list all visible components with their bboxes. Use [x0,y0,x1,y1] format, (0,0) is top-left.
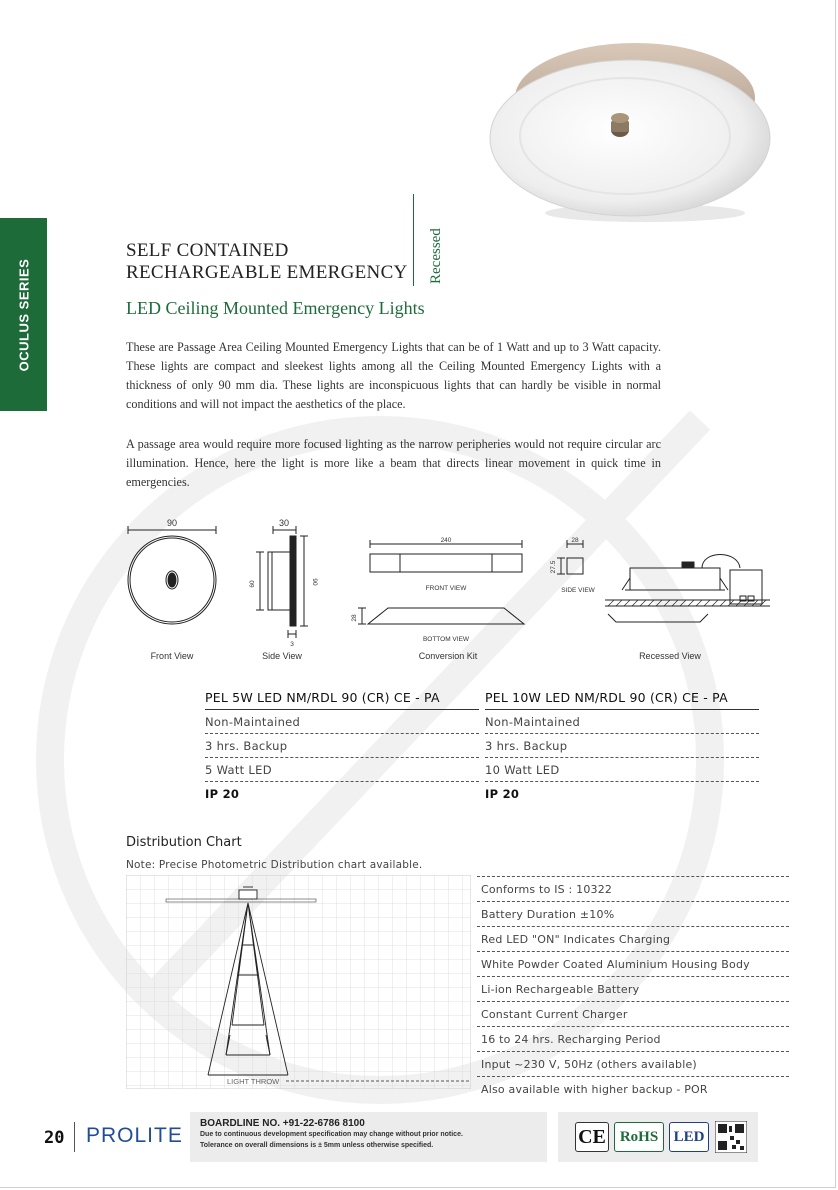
feature-item: White Powder Coated Aluminium Housing Body [477,951,789,976]
certifications-box [558,1112,758,1162]
side-view-dim-inner: 60 [249,580,256,588]
ce-mark-icon: CE [575,1122,609,1152]
feature-item: 16 to 24 hrs. Recharging Period [477,1026,789,1051]
front-view-caption: Front View [150,651,194,661]
distribution-chart [126,875,471,1089]
spec-row: 10 Watt LED [485,758,759,782]
side-view-dim-outer: 90 [311,578,318,586]
title-divider [413,194,414,286]
front-view-dim: 90 [166,518,178,528]
spec-column-10w [485,688,759,806]
series-side-tab [0,218,47,411]
spec-row: Non-Maintained [485,710,759,734]
recessed-view-caption: Recessed View [639,651,701,661]
mount-type-label: Recessed [428,228,444,284]
side-view-drawing [256,526,308,638]
brand-logo: PROLITE [86,1124,183,1147]
product-photo [480,38,780,228]
spec-row: 5 Watt LED [205,758,479,782]
recessed-view-drawing [557,540,770,622]
footer-separator [74,1122,75,1152]
feature-item: Red LED "ON" Indicates Charging [477,926,789,951]
spec-row: Non-Maintained [205,710,479,734]
series-label: OCULUS SERIES [16,258,31,371]
chart-light-throw-label: LIGHT THROW [227,1077,280,1086]
title-line-1: SELF CONTAINED [126,240,289,261]
feature-item: Input ~230 V, 50Hz (others available) [477,1051,789,1076]
footer-note-2: Tolerance on overall dimensions is ± 5mm unless otherwise specified. [200,1142,434,1149]
spec-row: IP 20 [205,787,240,801]
feature-item: Also available with higher backup - POR [477,1076,789,1101]
footer-note-1: Due to continuous development specification may change without prior notice. [200,1131,463,1138]
description-paragraph-1: These are Passage Area Ceiling Mounted Emergency Lights that can be of 1 Watt and up to 3 Watt capacity. These lights are compact and sleekest lights among all the Ceiling Mounted Emergency Lights with a thickness of only 90 mm dia. These lights are inconspicuous lights that can hardly be visible in normal conditions and will not impact the aesthetics of the place. [126,340,661,411]
recessed-view-dim-h: 27.5 [550,560,557,574]
conversion-kit-dim-length: 240 [440,537,452,544]
technical-drawings [110,514,790,674]
spec-column-5w [205,688,479,806]
spec-row: IP 20 [485,787,520,801]
conversion-kit-dim-height: 28 [351,614,358,622]
product-title [126,240,408,284]
side-view-dim-bottom: 3 [290,641,294,648]
rohs-mark-icon: RoHS [614,1122,664,1152]
footer-info-box [190,1112,547,1162]
feature-item: Battery Duration ±10% [477,901,789,926]
spec-header: PEL 5W LED NM/RDL 90 (CR) CE - PA [205,688,479,710]
recessed-view-dim-w: 28 [571,537,579,544]
side-view-dim-top: 30 [278,518,290,528]
feature-item: Constant Current Charger [477,1001,789,1026]
spec-row: 3 hrs. Backup [205,734,479,758]
product-subtitle: LED Ceiling Mounted Emergency Lights [126,298,425,318]
conversion-kit-caption: Conversion Kit [418,651,478,661]
side-view-caption: Side View [262,651,302,661]
description-paragraph-2: A passage area would require more focused lighting as the narrow peripheries would not require circular arc illumination. Hence, here the light is more like a beam that directs linear movement in quick time in emergencies. [126,437,661,489]
conversion-kit-bottom-label: BOTTOM VIEW [422,636,470,643]
led-mark-icon: LED [669,1122,709,1152]
distribution-title: Distribution Chart [126,835,242,850]
qr-code-icon [715,1121,747,1153]
conversion-kit-drawing [358,540,524,624]
feature-item: Conforms to IS : 10322 [477,876,789,901]
features-list [477,876,789,1101]
front-view-drawing [128,526,216,624]
spec-row: 3 hrs. Backup [485,734,759,758]
boardline-number: BOARDLINE NO. +91-22-6786 8100 [200,1118,365,1129]
recessed-view-side-label: SIDE VIEW [561,587,595,594]
title-line-2: RECHARGEABLE EMERGENCY [126,262,408,283]
distribution-note: Note: Precise Photometric Distribution chart available. [126,859,423,871]
spec-header: PEL 10W LED NM/RDL 90 (CR) CE - PA [485,688,759,710]
feature-item: Li-ion Rechargeable Battery [477,976,789,1001]
page-number: 20 [44,1128,65,1148]
conversion-kit-front-label: FRONT VIEW [425,585,467,592]
